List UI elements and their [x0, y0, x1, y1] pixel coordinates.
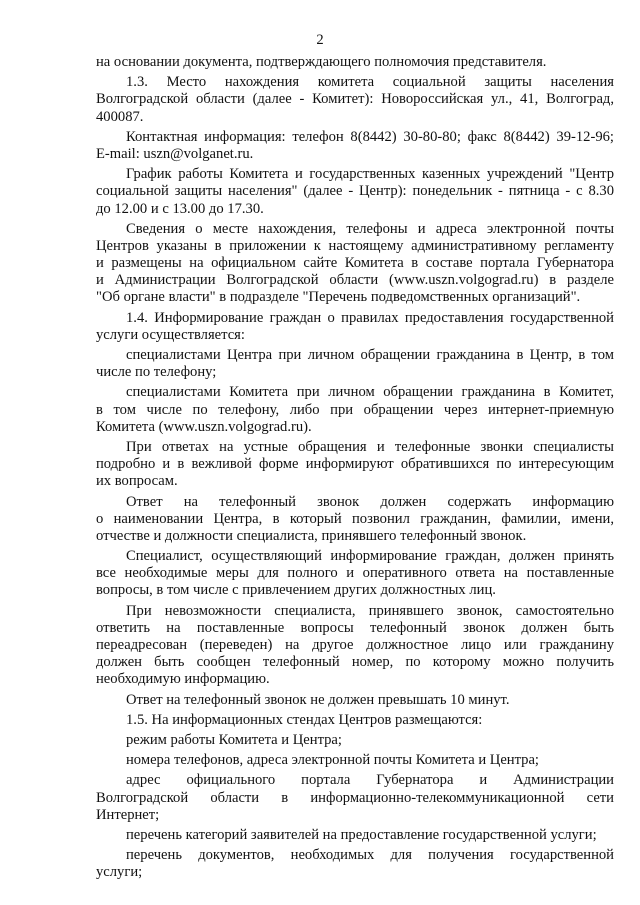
text-line: Волгоградской области (далее - Комитет): Новороссийская ул., 41, Волгоград, [96, 91, 614, 108]
paragraph [96, 847, 614, 881]
paragraph [96, 712, 614, 729]
page-number: 2 [316, 32, 324, 48]
paragraph [96, 74, 614, 126]
text-line: социальной защиты населения" (далее - Центр): понедельник - пятница - с 8.30 [96, 183, 614, 200]
paragraph [96, 692, 614, 709]
paragraph [96, 129, 614, 163]
text-line: вопросы, в том числе с привлечением других должностных лиц. [96, 582, 496, 599]
paragraph [96, 603, 614, 689]
paragraph [96, 439, 614, 491]
paragraph [96, 548, 614, 600]
paragraph [96, 772, 614, 824]
paragraph [96, 310, 614, 344]
text-line: Интернет; [96, 806, 160, 823]
paragraph [96, 54, 614, 71]
text-line: 1.5. На информационных стендах Центров размещаются: [126, 711, 483, 728]
paragraph [96, 347, 614, 381]
text-line: Волгоградской области в информационно-телекоммуникационной сети [96, 789, 614, 806]
text-line: все необходимые меры для полного и оперативного ответа на поставленные [96, 565, 614, 582]
text-line: и Администрации Волгоградской области (www.uszn.volgograd.ru) в разделе [96, 272, 614, 289]
text-line: до 12.00 и с 13.00 до 17.30. [96, 200, 264, 217]
text-line: Контактная информация: телефон 8(8442) 30-80-80; факс 8(8442) 39-12-96; [126, 128, 614, 145]
text-line: График работы Комитета и государственных казенных учреждений "Центр [126, 166, 614, 183]
text-line: Центров указаны в приложении к настоящему административному регламенту [96, 237, 614, 254]
text-line: Комитета (www.uszn.volgograd.ru). [96, 418, 312, 435]
text-line: Сведения о месте нахождения, телефоны и адреса электронной почты [126, 220, 614, 237]
text-line: их вопросам. [96, 473, 178, 490]
text-line: режим работы Комитета и Центра; [126, 731, 342, 748]
document-body [96, 54, 614, 881]
text-line: 1.3. Место нахождения комитета социальной защиты населения [126, 74, 614, 91]
text-line: специалистами Центра при личном обращении гражданина в Центр, в том [126, 347, 614, 363]
text-line: переадресован (переведен) на другое должностное лицо или гражданину [96, 637, 614, 653]
text-line: должен быть сообщен телефонный номер, по которому можно получить [96, 654, 614, 671]
text-line: Ответ на телефонный звонок не должен превышать 10 минут. [126, 691, 510, 708]
text-line: E-mail: uszn@volganet.ru. [96, 145, 254, 162]
text-line: в том числе по телефону, либо при обращении через интернет-приемную [96, 401, 614, 418]
text-line: числе по телефону; [96, 364, 217, 381]
text-line: и размещены на официальном сайте Комитета в составе портала Губернатора [96, 255, 614, 272]
text-line: услуги; [96, 864, 143, 881]
paragraph [96, 166, 614, 218]
text-line: на основании документа, подтверждающего полномочия представителя. [96, 54, 547, 70]
paragraph [96, 752, 614, 769]
paragraph [96, 494, 614, 546]
text-line: номера телефонов, адреса электронной почты Комитета и Центра; [126, 752, 539, 769]
text-line: необходимую информацию. [96, 671, 270, 688]
paragraph [96, 827, 614, 844]
paragraph [96, 384, 614, 436]
text-line: о наименовании Центра, в который позвонил гражданин, фамилии, имени, [96, 510, 614, 527]
text-line: При ответах на устные обращения и телефонные звонки специалисты [126, 438, 614, 455]
text-line: Ответ на телефонный звонок должен содержать информацию [126, 493, 614, 510]
text-line: "Об органе власти" в подразделе "Перечень подведомственных организаций". [96, 289, 581, 306]
text-line: отчестве и должности специалиста, принявшего телефонный звонок. [96, 527, 527, 544]
text-line: Специалист, осуществляющий информирование граждан, должен принять [126, 548, 614, 565]
text-line: услуги осуществляется: [96, 326, 245, 343]
text-line: перечень категорий заявителей на предоставление государственной услуги; [126, 826, 597, 843]
text-line: ответить на поставленные вопросы телефонный звонок должен быть [96, 619, 614, 636]
paragraph [96, 221, 614, 307]
text-line: 400087. [96, 108, 144, 125]
paragraph [96, 732, 614, 749]
text-line: 1.4. Информирование граждан о правилах предоставления государственной [126, 309, 614, 326]
text-line: перечень документов, необходимых для получения государственной [126, 847, 614, 864]
text-line: подробно и в вежливой форме информируют обратившихся по интересующим [96, 456, 614, 473]
text-line: специалистами Комитета при личном обращении гражданина в Комитет, [126, 384, 614, 401]
text-line: адрес официального портала Губернатора и Администрации [126, 772, 614, 789]
text-line: При невозможности специалиста, принявшего звонок, самостоятельно [126, 602, 614, 619]
